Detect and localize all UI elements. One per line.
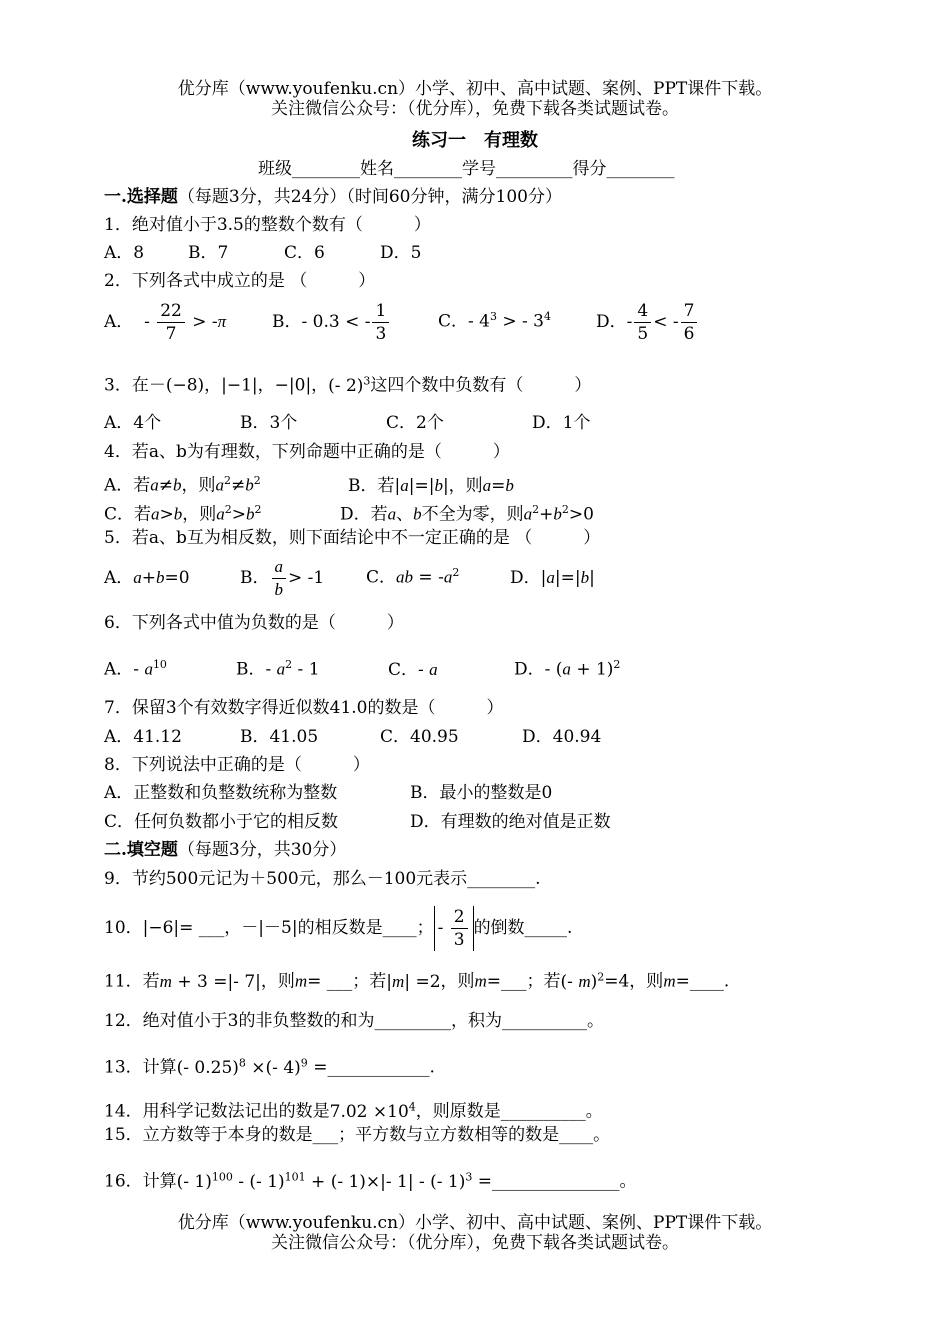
q4-options-ab bbox=[104, 470, 514, 497]
q7-option-b: B．41.05 bbox=[240, 727, 319, 747]
q9: 9．节约500元记为＋500元，那么－100元表示________. bbox=[104, 869, 541, 889]
section2-label: 二.填空题 bbox=[104, 840, 178, 860]
q11-eq1: m + 3 =|- 7| bbox=[159, 971, 261, 992]
q15: 15．立方数等于本身的数是___；平方数与立方数相等的数是____。 bbox=[104, 1125, 611, 1145]
q7-option-d: D．40.94 bbox=[522, 727, 602, 747]
q14 bbox=[104, 1096, 603, 1123]
q6-stem: 6．下列各式中值为负数的是（ ） bbox=[104, 613, 404, 633]
q7-option-a: A．41.12 bbox=[104, 727, 182, 747]
q11-f: =4，则 bbox=[604, 971, 664, 992]
q5-option-a: A．a+b=0 bbox=[104, 568, 190, 588]
q8-options-ab bbox=[104, 782, 552, 804]
section1-note: （每题3分，共24分）（时间60分钟，满分100分） bbox=[177, 187, 562, 207]
q5-stem: 5．若a、b互为相反数，则下面结论中不一定正确的是 （ ） bbox=[104, 528, 601, 548]
site-footer-line2: 关注微信公众号：（优分库），免费下载各类试题试卷。 bbox=[271, 1233, 679, 1253]
q11-g: =____. bbox=[675, 971, 730, 992]
q16-b: =_______________。 bbox=[477, 1171, 637, 1192]
q8-option-b: B．最小的整数是0 bbox=[410, 783, 553, 803]
q13 bbox=[104, 1052, 435, 1079]
q16-a: 16．计算 bbox=[104, 1171, 177, 1192]
q1-option-a: A．8 bbox=[104, 243, 145, 263]
section1-label: 一.选择题 bbox=[104, 187, 178, 207]
q11-c: = ___；若 bbox=[307, 971, 387, 992]
q4-option-d: D．若a、b不全为零，则$a^2+b^2>0$ bbox=[340, 503, 594, 525]
q4-option-c: C．若a>b，则$a^2>b^2$ bbox=[104, 503, 262, 525]
q16-expr: (- 1)$^{100}$ - (- 1)$^{101}$ + (- 1)×|- 1| - (- 1)$^3$ bbox=[176, 1170, 473, 1192]
q2-option-c: C．- $4^3$ > - $3^4$ bbox=[438, 310, 551, 332]
q10-b: = ___，－|－5|的相反数是____； bbox=[179, 918, 434, 938]
q3-power: (- 2)$^3$ bbox=[328, 374, 371, 396]
q3-option-c: C．2个 bbox=[386, 413, 444, 433]
q2-option-a: A． - $\frac{22}{7}$ > -π bbox=[104, 301, 227, 344]
q1-option-d: D．5 bbox=[380, 243, 422, 263]
q7-options bbox=[104, 726, 601, 748]
q11-a: 11．若 bbox=[104, 971, 160, 992]
page-title: 练习一 有理数 bbox=[412, 130, 538, 151]
site-footer-line1: 优分库（www.youfenku.cn）小学、初中、高中试题、案例、PPT课件下载。 bbox=[177, 1213, 773, 1233]
q7-option-c: C．40.95 bbox=[380, 727, 459, 747]
q5-options bbox=[104, 556, 595, 606]
q12: 12．绝对值小于3的非负整数的和为_________，积为__________。 bbox=[104, 1011, 604, 1031]
q3-stem-b: 这四个数中负数有（ ） bbox=[370, 375, 592, 396]
q10-c: 的倒数_____. bbox=[473, 918, 573, 938]
q3-option-a: A．4个 bbox=[104, 413, 162, 433]
q1-option-c: C．6 bbox=[284, 243, 325, 263]
q6-option-b: B．- $a^2 - 1$ bbox=[236, 658, 320, 680]
q8-option-d: D．有理数的绝对值是正数 bbox=[410, 812, 611, 832]
q14-a: 14．用科学记数法记出的数是 bbox=[104, 1101, 330, 1122]
section2-note: （每题3分，共30分） bbox=[177, 840, 347, 860]
q10-abs-neg6: |−6| bbox=[142, 918, 180, 938]
q11 bbox=[104, 966, 729, 993]
q11-b: ，则 bbox=[260, 971, 295, 992]
section1-heading bbox=[104, 186, 562, 208]
q6-option-c: C．- a bbox=[388, 659, 438, 680]
q11-eq2: |m| =2 bbox=[386, 971, 441, 992]
site-header-line2: 关注微信公众号：（优分库），免费下载各类试题试卷。 bbox=[271, 99, 679, 119]
q10-abs-fraction: - $\frac{2}{3}$ bbox=[434, 906, 474, 951]
q3-options bbox=[104, 412, 590, 434]
q3-option-d: D．1个 bbox=[532, 413, 591, 433]
q4-option-a: A．若a≠b，则$a^2\ne b^2$ bbox=[104, 474, 261, 496]
q1-options bbox=[104, 242, 421, 264]
q11-m3: m bbox=[663, 971, 676, 991]
q10 bbox=[104, 906, 573, 950]
q4-options-cd bbox=[104, 499, 594, 526]
q8-option-a: A．正整数和负整数统称为整数 bbox=[104, 783, 338, 803]
q6-option-a: A．- $a^{10}$ bbox=[104, 658, 167, 680]
q14-b: ，则原数是__________。 bbox=[415, 1101, 603, 1122]
q6-options bbox=[104, 654, 620, 681]
q3-stem bbox=[104, 370, 591, 397]
q2-option-b: B．- 0.3 < - $\frac{1}{3}$ bbox=[272, 300, 438, 345]
q5-option-b: B． $\frac{a}{b}$ > -1 bbox=[240, 557, 325, 599]
q11-m2: m bbox=[474, 971, 487, 991]
q4-stem: 4．若a、b为有理数，下列命题中正确的是（ ） bbox=[104, 442, 510, 462]
site-header-line1: 优分库（www.youfenku.cn）小学、初中、高中试题、案例、PPT课件下载。 bbox=[177, 79, 773, 99]
info-line: 班级________姓名________学号_________得分________ bbox=[258, 159, 675, 179]
q11-d: ，则 bbox=[440, 971, 475, 992]
q1-stem: 1．绝对值小于3.5的整数个数有（ ） bbox=[104, 215, 431, 235]
q5-option-d: D．|a|=|b| bbox=[510, 568, 595, 588]
q16 bbox=[104, 1166, 637, 1193]
q2-options bbox=[104, 300, 699, 350]
q10-a: 10． bbox=[104, 918, 143, 938]
q13-b: =____________. bbox=[313, 1057, 435, 1078]
section2-heading bbox=[104, 839, 346, 861]
q11-eq3: (- m)$^2$ bbox=[560, 970, 605, 992]
q8-options-cd bbox=[104, 811, 611, 833]
q5-option-c: C．ab = $-a^2$ bbox=[366, 566, 460, 588]
q8-option-c: C．任何负数都小于它的相反数 bbox=[104, 812, 339, 832]
q2-stem: 2．下列各式中成立的是 （ ） bbox=[104, 271, 376, 291]
q3-option-b: B．3个 bbox=[240, 413, 298, 433]
q11-m1: m bbox=[294, 971, 308, 991]
q3-stem-a: 3．在－(−8)，|−1|，−|0|， bbox=[104, 375, 329, 396]
q6-option-d: D．- $(a + 1)^2$ bbox=[514, 658, 621, 680]
q2-option-d: D．- $\frac{4}{5}$ < - $\frac{7}{6}$ bbox=[596, 300, 699, 345]
q1-option-b: B．7 bbox=[188, 243, 229, 263]
q4-option-b: B．若|a|=|b|，则a=b bbox=[348, 475, 514, 496]
q7-stem: 7．保留3个有效数字得近似数41.0的数是（ ） bbox=[104, 698, 504, 718]
q13-a: 13．计算 bbox=[104, 1057, 177, 1078]
q8-stem: 8．下列说法中正确的是（ ） bbox=[104, 755, 370, 775]
q11-e: =___；若 bbox=[486, 971, 561, 992]
q13-expr: (- 0.25)$^8$ ×(- 4)$^9$ bbox=[176, 1056, 308, 1078]
q14-number: $7.02 \times 10^4$ bbox=[329, 1100, 416, 1122]
